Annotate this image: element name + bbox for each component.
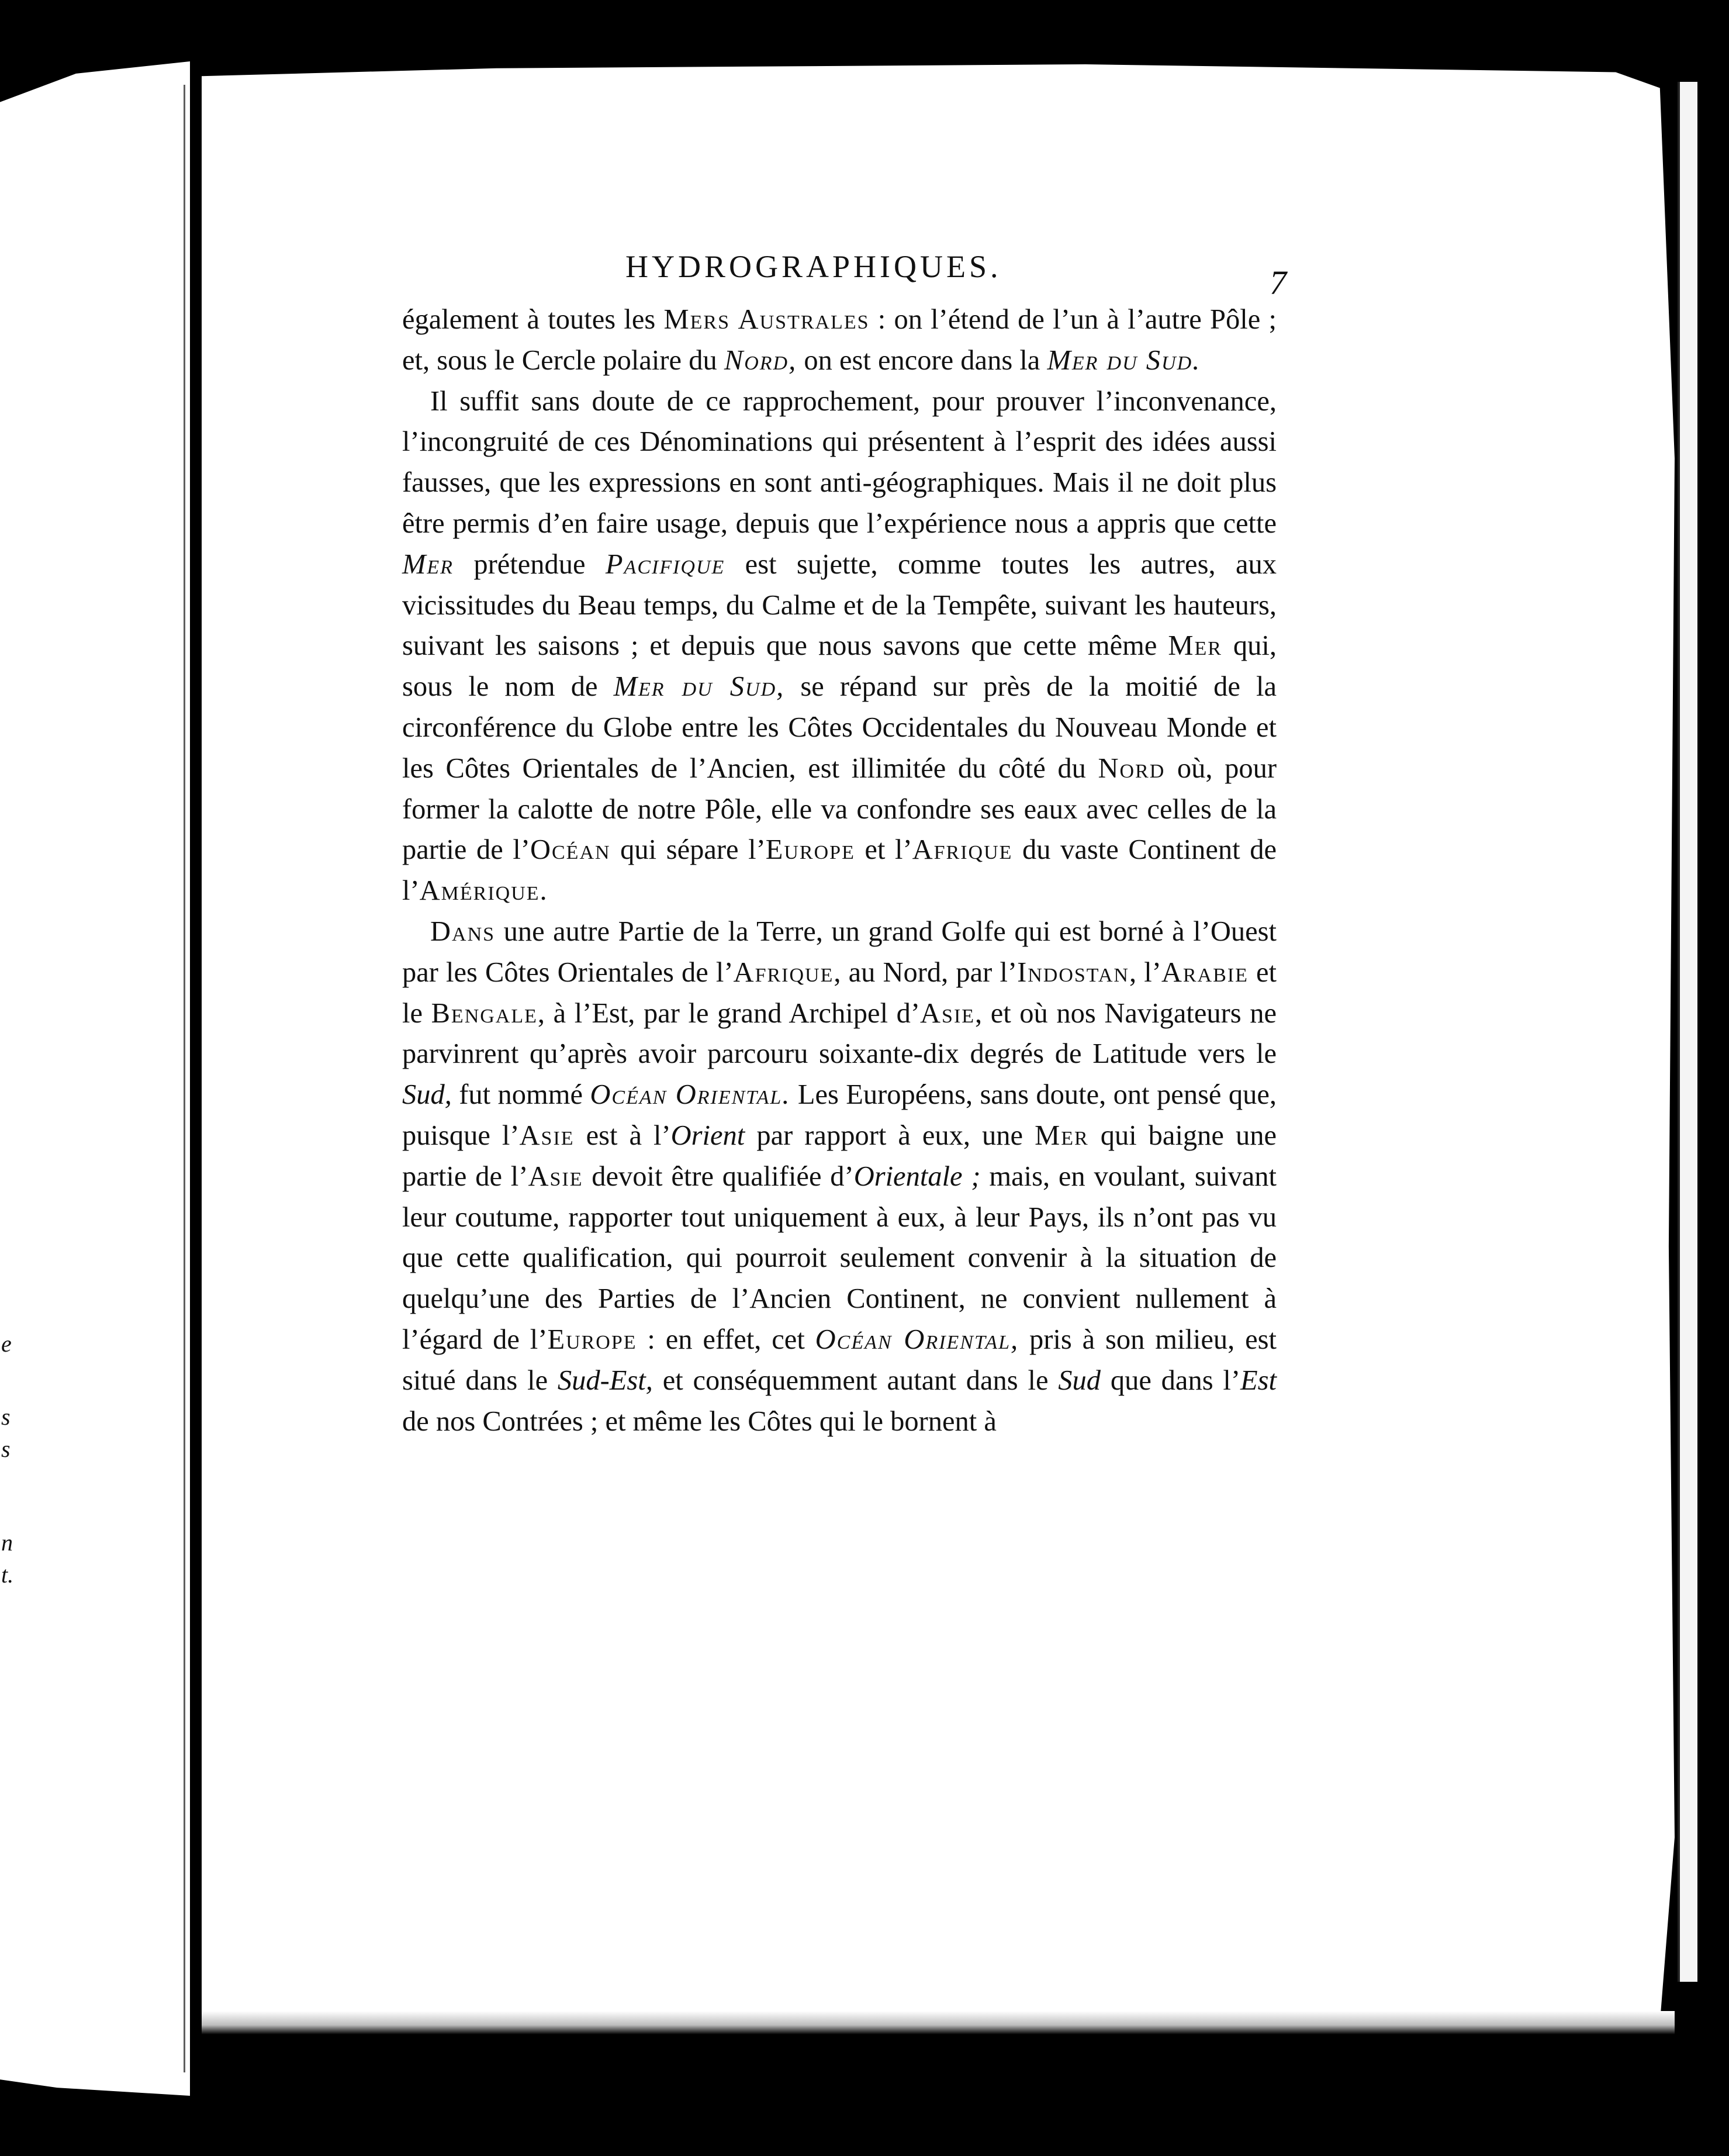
page-number: 7	[1270, 264, 1287, 302]
text-run: Arabie	[1161, 956, 1249, 988]
text-run: qui sépare l’	[610, 834, 766, 866]
text-run: Mer	[1035, 1120, 1089, 1151]
text-run: Orientale ;	[853, 1160, 981, 1192]
text-run: devoit être qualifiée d’	[583, 1160, 854, 1192]
text-run: Indostan	[1017, 956, 1129, 988]
text-run: où, pour former la calotte de notre Pôle, elle va confondre ses eaux avec celles de la partie de l’	[402, 752, 1277, 866]
text-run: Océan	[530, 834, 611, 866]
text-run: Mer du Sud,	[613, 671, 785, 703]
text-run: , et où nos Navigateurs ne parvinrent qu’après avoir parcouru soixante-dix degrés de Latitude vers le	[402, 997, 1277, 1070]
text-run: et conséquemment autant dans le	[652, 1364, 1059, 1396]
text-run: fut nommé	[451, 1079, 590, 1111]
text-run: , au Nord, par l’	[834, 956, 1018, 988]
text-run: Pacifique	[605, 548, 725, 580]
text-run: , à l’Est, par le grand Archipel d’	[537, 997, 921, 1029]
page-edge-stack	[1678, 82, 1697, 1982]
text-run: Asie	[528, 1160, 583, 1192]
text-run: : en effet, cet	[637, 1324, 815, 1355]
text-run: également à toutes les	[402, 304, 664, 335]
text-run: , l’	[1129, 956, 1161, 988]
text-run: Océan Oriental.	[590, 1079, 791, 1111]
margin-fragment: t.	[1, 1561, 14, 1588]
text-run: Bengale	[431, 997, 538, 1029]
text-run: du vaste Continent de l’	[402, 834, 1277, 907]
text-run: Mer	[402, 548, 454, 580]
paragraph	[402, 299, 1277, 381]
text-run: pris à son milieu, est situé dans le	[402, 1324, 1277, 1396]
page-fold-shadow	[179, 85, 185, 2072]
text-run: de nos Contrées ; et même les Côtes qui le bornent à	[402, 1405, 997, 1437]
text-run: Afrique	[912, 834, 1013, 866]
body-text	[402, 299, 1277, 1442]
text-run: mais, en voulant, suivant leur coutume, rapporter tout uniquement à eux, à leur Pays, ils n’ont pas vu que cette qualification, qui pourroit seulement convenir à la situation de quelqu’une des Parties de l’Ancien Continent, ne convient nullement à l’égard de l’	[402, 1160, 1277, 1355]
text-run: Mers Australes	[663, 304, 870, 335]
text-run: on est encore dans la	[797, 344, 1047, 376]
margin-fragment: s	[1, 1436, 11, 1462]
text-run: Europe	[765, 834, 855, 866]
text-run: et le	[402, 956, 1277, 1029]
text-run: que dans l’	[1101, 1364, 1241, 1396]
text-run: Mer du Sud.	[1047, 344, 1201, 376]
text-run: une autre Partie de la Terre, un grand Golfe qui est borné à l’Ouest par les Côtes Orientales de l’	[402, 915, 1277, 988]
text-run: Sud,	[402, 1079, 452, 1111]
text-run: : on l’étend de l’un à l’autre Pôle ; et, sous le Cercle polaire du	[402, 304, 1277, 376]
text-run: Dans	[430, 915, 496, 947]
text-run: prétendue	[453, 548, 606, 580]
text-run: Océan Oriental,	[815, 1324, 1019, 1355]
text-run: Mer	[1168, 630, 1222, 662]
text-run: est à l’	[574, 1120, 671, 1151]
margin-fragment: s	[1, 1404, 11, 1430]
margin-fragment: n	[1, 1529, 13, 1556]
text-run: Europe	[547, 1324, 637, 1355]
paragraph	[402, 381, 1277, 911]
text-run: qui baigne une partie de l’	[402, 1120, 1277, 1192]
margin-fragment: e	[1, 1331, 12, 1357]
text-run: Asie	[519, 1120, 575, 1151]
text-run: Orient	[670, 1120, 745, 1151]
text-run: et l’	[855, 834, 912, 866]
left-page-edge	[0, 61, 190, 2096]
text-run: Est	[1240, 1364, 1277, 1396]
text-run: Amérique.	[419, 875, 548, 907]
page-bottom-shadow	[202, 2011, 1675, 2034]
text-run: qui, sous le nom de	[402, 630, 1277, 703]
running-title: HYDROGRAPHIQUES.	[625, 249, 1002, 284]
text-run: Sud	[1058, 1364, 1101, 1396]
text-run: Il suffit sans doute de ce rapprochement, pour prouver l’inconvenance, l’incongruité de ces Dénominations qui présentent à l’esprit des idées aussi fausses, que les expressions en sont anti-géographiques. Mais il ne doit plus être permis d’en faire usage, depuis que l’expérience nous a appris que cette	[402, 385, 1277, 539]
paragraph	[402, 911, 1277, 1442]
text-run: Asie	[920, 997, 976, 1029]
text-run: Afrique	[733, 956, 834, 988]
text-run: Les Européens, sans doute, ont pensé que, puisque l’	[402, 1079, 1277, 1151]
text-run: est sujette, comme toutes les autres, aux vicissitudes du Beau temps, du Calme et de la Tempête, suivant les hauteurs, suivant les saisons ; et depuis que nous savons que cette même	[402, 548, 1277, 662]
text-run: Sud-Est,	[557, 1364, 653, 1396]
text-run: par rapport à eux, une	[745, 1120, 1035, 1151]
text-run: Nord	[1098, 752, 1166, 784]
text-run: se répand sur près de la moitié de la circonférence du Globe entre les Côtes Occidentales du Nouveau Monde et les Côtes Orientales de l’Ancien, est illimitée du côté du	[402, 671, 1277, 784]
text-run: Nord,	[724, 344, 797, 376]
